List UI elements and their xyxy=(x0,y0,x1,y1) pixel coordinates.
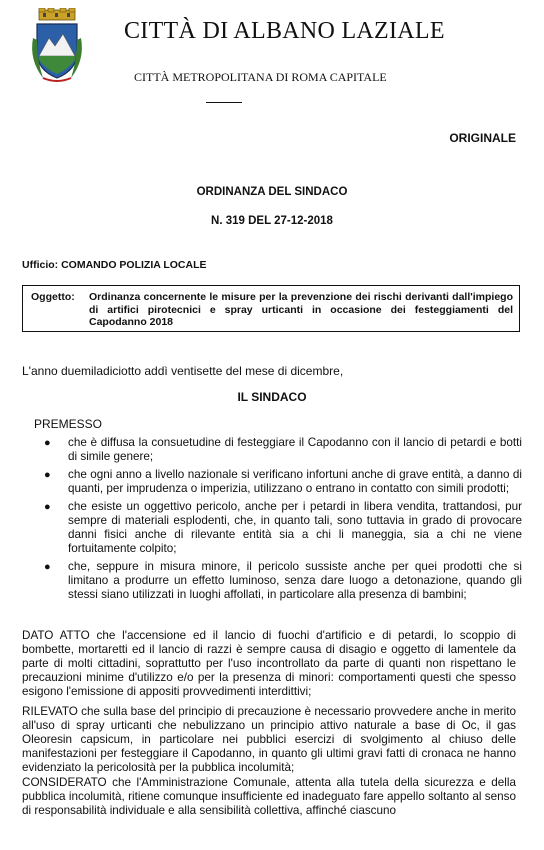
list-item-text: che, seppure in misura minore, il pericolo sussiste anche per quei prodotti che si limitano a produrre un effetto luminoso, senza dare luogo a detonazione, quando gli stessi siano utilizzati in luoghi affollati, in particolare alla presenza di bambini; xyxy=(68,560,522,601)
ordinance-title: ORDINANZA DEL SINDACO xyxy=(196,186,348,198)
bullet-icon: ● xyxy=(44,501,51,513)
city-title: CITTÀ DI ALBANO LAZIALE xyxy=(124,18,445,44)
originale-label: ORIGINALE xyxy=(449,131,516,145)
premises-list xyxy=(22,436,522,606)
subject-box xyxy=(22,285,520,332)
city-coat-of-arms xyxy=(27,8,87,84)
divider xyxy=(206,102,242,103)
list-item xyxy=(22,560,522,602)
ordinance-number: N. 319 DEL 27-12-2018 xyxy=(211,215,333,227)
list-item xyxy=(22,468,522,496)
list-item xyxy=(22,436,522,464)
dato-atto-paragraph: DATO ATTO che l'accensione ed il lancio di fuochi d'artificio e di petardi, lo scoppio di bombette, mortaretti ed il lancio di razzi è sempre causa di disagio e oggetto di lamentele da parte di molti cittadini, soprattutto per l'uso incontrollato da parte di quanti non rispettano le precauzioni minime d'utilizzo e/o per la presenza di minori: comportamenti questi che spesso esigono l'emissione di appositi provvedimenti interdittivi; xyxy=(22,629,516,698)
considerato-paragraph: CONSIDERATO che l'Amministrazione Comunale, attenta alla tutela della sicurezza e della pubblica incolumità, ritiene comunque insufficiente ed inadeguato fare appello soltanto al senso di responsabilità individuale e alla sensibilità collettiva, affinché ciascuno xyxy=(22,776,516,817)
subject-label: Oggetto: xyxy=(31,291,75,303)
list-item-text: che è diffusa la consuetudine di festeggiare il Capodanno con il lancio di petardi e botti di simile genere; xyxy=(68,436,522,463)
rilevato-paragraph: RILEVATO che sulla base del principio di precauzione è necessario provvedere anche in merito all'uso di spray urticanti che nebulizzano un principio attivo naturale a base di Oc, il gas Oleoresin capsicum, in particolare nei pubblici esercizi di svolgimento al chiuso delle manifestazioni per festeggiare il Capodanno, in quanto gli ultimi gravi fatti di cronaca ne hanno evidenziato la pericolosità per la pubblica incolumità; xyxy=(22,705,516,774)
city-subtitle: CITTÀ METROPOLITANA DI ROMA CAPITALE xyxy=(134,70,387,84)
list-item-text: che esiste un oggettivo pericolo, anche per i petardi in libera vendita, trattandosi, pur sempre di materiali esplodenti, che, in quanto tali, sono tuttavia in grado di provocare danni fisici anche di rilevante entità sia a chi li maneggia, sia a chi ne viene fortuitamente colpito; xyxy=(68,500,522,555)
list-item xyxy=(22,500,522,556)
mayor-heading: IL SINDACO xyxy=(237,390,307,404)
subject-text: Ordinanza concernente le misure per la prevenzione dei rischi derivanti dall'impiego di artifici pirotecnici e spray urticanti in occasione dei festeggiamenti del Capodanno 2018 xyxy=(89,291,513,328)
premesso-heading: PREMESSO xyxy=(34,417,103,431)
bullet-icon: ● xyxy=(44,437,51,449)
list-item-text: che ogni anno a livello nazionale si verificano infortuni anche di grave entità, a danno di quanti, per imprudenza o imperizia, utilizzano o entrano in contatto con simili prodotti; xyxy=(68,468,522,495)
bullet-icon: ● xyxy=(44,469,51,481)
date-line: L'anno duemiladiciotto addì ventisette del mese di dicembre, xyxy=(22,364,344,378)
bullet-icon: ● xyxy=(44,561,51,573)
office-label: Ufficio: COMANDO POLIZIA LOCALE xyxy=(22,259,207,271)
